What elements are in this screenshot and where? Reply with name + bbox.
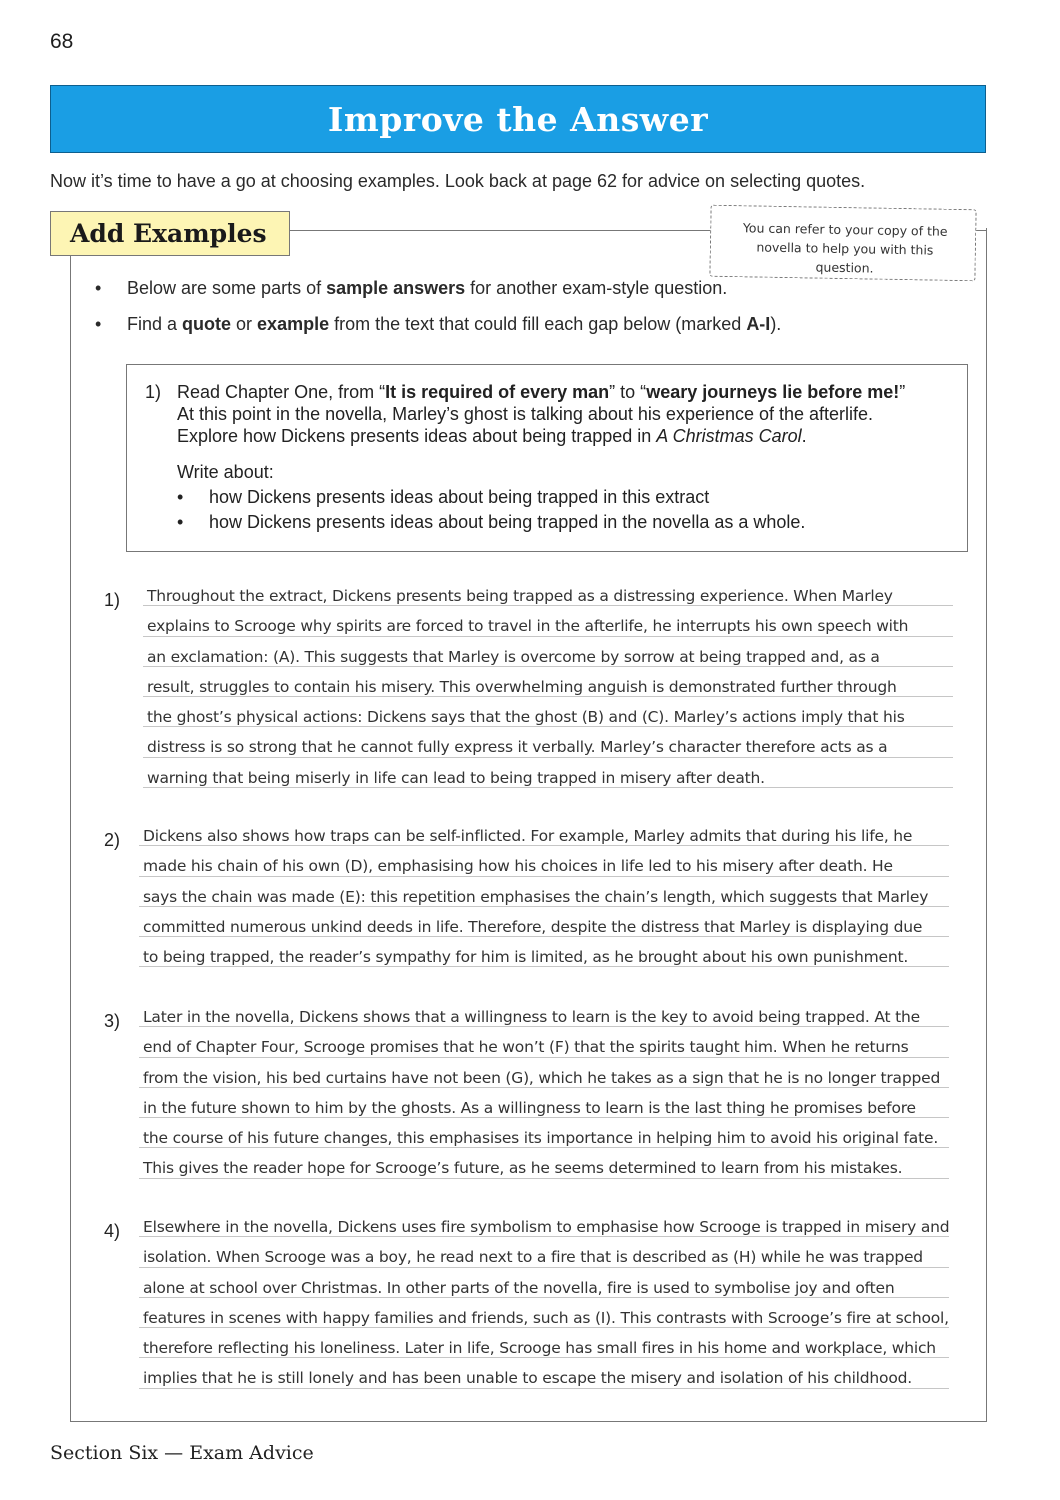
answer-number: 4)	[104, 1221, 121, 1241]
section-tab	[50, 211, 290, 256]
tip-note-line: You can refer to your copy of the	[742, 220, 948, 239]
answer-line: alone at school over Christmas. In other parts of the novella, fire is used to symbolise joy and often	[139, 1268, 949, 1298]
answer-line: the course of his future changes, this emphasises its importance in helping him to avoid his original fate.	[139, 1118, 949, 1148]
footer-section-label: Section Six — Exam Advice	[50, 1442, 314, 1464]
answer-line: the ghost’s physical actions: Dickens says that the ghost (B) and (C). Marley’s actions imply that his	[143, 697, 953, 727]
answer-line: explains to Scrooge why spirits are forced to travel in the afterlife, he interrupts his own speech with	[143, 606, 953, 636]
page-title: Improve the Answer	[327, 99, 709, 139]
answer-line: to being trapped, the reader’s sympathy for him is limited, as he brought about his own punishment.	[139, 937, 949, 967]
answer-lines	[139, 1207, 949, 1389]
answer-line: says the chain was made (E): this repetition emphasises the chain’s length, which suggests that Marley	[139, 877, 949, 907]
instruction-item: • Find a quote or example from the text that could fill each gap below (marked A-I).	[95, 314, 955, 350]
question-text: Read Chapter One, from “It is required of every man” to “weary journeys lie before me!” At this point in the novella, Marley’s ghost is talking about his experience of the afterlife. Explore how Dickens presents ideas about being trapped in A Christmas Carol.	[177, 382, 906, 446]
write-about-label: Write about:	[177, 462, 274, 482]
section-heading: Add Examples	[70, 219, 267, 248]
answer-line: made his chain of his own (D), emphasising how his choices in life led to his misery after death. He	[139, 846, 949, 876]
page-number: 68	[50, 30, 74, 53]
answer-lines	[139, 997, 949, 1179]
answer-line: an exclamation: (A). This suggests that Marley is overcome by sorrow at being trapped and, as a	[143, 637, 953, 667]
tip-note	[709, 205, 976, 282]
answer-line: This gives the reader hope for Scrooge’s future, as he seems determined to learn from his mistakes.	[139, 1148, 949, 1178]
answer-line: isolation. When Scrooge was a boy, he read next to a fire that is described as (H) while he was trapped	[139, 1237, 949, 1267]
answer-line: in the future shown to him by the ghosts. As a willingness to learn is the last thing he promises before	[139, 1088, 949, 1118]
question-number: 1)	[145, 382, 162, 402]
answer-line: Dickens also shows how traps can be self-inflicted. For example, Marley admits that during his life, he	[139, 816, 949, 846]
answer-number: 2)	[104, 830, 121, 850]
answer-line: implies that he is still lonely and has been unable to escape the misery and isolation of his childhood.	[139, 1358, 949, 1388]
title-banner	[50, 85, 986, 153]
answer-number: 1)	[104, 590, 121, 610]
answer-number: 3)	[104, 1011, 121, 1031]
answer-line: result, struggles to contain his misery. This overwhelming anguish is demonstrated further through	[143, 667, 953, 697]
tip-note-line: novella to help you with this question.	[756, 239, 934, 276]
instruction-item: • Below are some parts of sample answers for another exam-style question.	[95, 278, 955, 314]
question-box	[126, 364, 968, 552]
answer-line: features in scenes with happy families and friends, such as (I). This contrasts with Scrooge’s fire at school,	[139, 1298, 949, 1328]
answer-line: Elsewhere in the novella, Dickens uses fire symbolism to emphasise how Scrooge is trapped in misery and	[139, 1207, 949, 1237]
write-about-item: • how Dickens presents ideas about being trapped in this extract	[177, 486, 805, 511]
answer-line: end of Chapter Four, Scrooge promises that he won’t (F) that the spirits taught him. When he returns	[139, 1027, 949, 1057]
write-about-item: • how Dickens presents ideas about being trapped in the novella as a whole.	[177, 511, 805, 536]
answer-line: Later in the novella, Dickens shows that a willingness to learn is the key to avoid being trapped. At the	[139, 997, 949, 1027]
answer-lines	[143, 576, 953, 788]
answer-line: Throughout the extract, Dickens presents being trapped as a distressing experience. When Marley	[143, 576, 953, 606]
instruction-list	[95, 278, 955, 350]
answer-line: distress is so strong that he cannot fully express it verbally. Marley’s character therefore acts as a	[143, 727, 953, 757]
intro-text: Now it’s time to have a go at choosing examples. Look back at page 62 for advice on selecting quotes.	[50, 171, 866, 191]
answer-line: from the vision, his bed curtains have not been (G), which he takes as a sign that he is no longer trapped	[139, 1058, 949, 1088]
answer-line: committed numerous unkind deeds in life. Therefore, despite the distress that Marley is displaying due	[139, 907, 949, 937]
answer-line: warning that being miserly in life can lead to being trapped in misery after death.	[143, 758, 953, 788]
answer-lines	[139, 816, 949, 967]
write-about-list	[177, 486, 805, 536]
answer-line: therefore reflecting his loneliness. Later in life, Scrooge has small fires in his home and workplace, which	[139, 1328, 949, 1358]
